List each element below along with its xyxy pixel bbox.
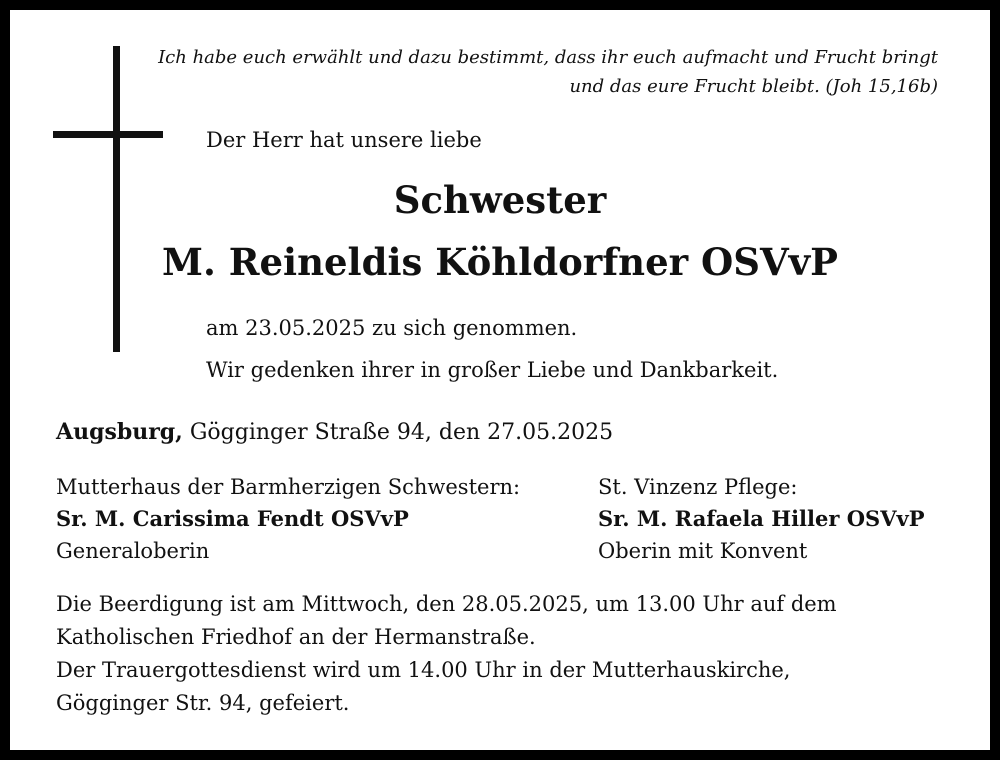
cross-icon-bar xyxy=(53,131,163,138)
remembrance-line: Wir gedenken ihrer in großer Liebe und Dankbarkeit. xyxy=(206,358,779,382)
bible-verse xyxy=(118,43,938,101)
funeral-line-2: Katholischen Friedhof an der Hermanstraße. xyxy=(56,625,536,649)
address-date: Gögginger Straße 94, den 27.05.2025 xyxy=(182,420,614,445)
intro-text: Der Herr hat unsere liebe xyxy=(206,128,482,152)
signature-role: Generaloberin xyxy=(56,539,210,563)
deceased-name: M. Reineldis Köhldorfner OSVvP xyxy=(162,240,838,284)
funeral-line-4: Gögginger Str. 94, gefeiert. xyxy=(56,691,350,715)
place-date-line xyxy=(56,419,613,445)
funeral-line-1: Die Beerdigung ist am Mittwoch, den 28.05.2025, um 13.00 Uhr auf dem xyxy=(56,592,837,616)
funeral-info xyxy=(56,588,837,720)
signature-org: Mutterhaus der Barmherzigen Schwestern: xyxy=(56,475,521,499)
signature-org: St. Vinzenz Pflege: xyxy=(598,475,798,499)
city: Augsburg, xyxy=(56,419,183,445)
verse-line-2: und das eure Frucht bleibt. (Joh 15,16b) xyxy=(569,76,938,97)
signature-right xyxy=(598,471,924,567)
death-date-line: am 23.05.2025 zu sich genommen. xyxy=(206,316,578,340)
verse-line-1: Ich habe euch erwählt und dazu bestimmt, dass ihr euch aufmacht und Frucht bringt xyxy=(158,47,938,68)
signature-name: Sr. M. Rafaela Hiller OSVvP xyxy=(598,506,925,531)
signature-left xyxy=(56,471,520,567)
deceased-title: Schwester xyxy=(393,178,607,222)
signature-role: Oberin mit Konvent xyxy=(598,539,808,563)
funeral-line-3: Der Trauergottesdienst wird um 14.00 Uhr in der Mutterhauskirche, xyxy=(56,658,791,682)
signature-name: Sr. M. Carissima Fendt OSVvP xyxy=(56,506,409,531)
obituary-notice xyxy=(10,10,990,750)
